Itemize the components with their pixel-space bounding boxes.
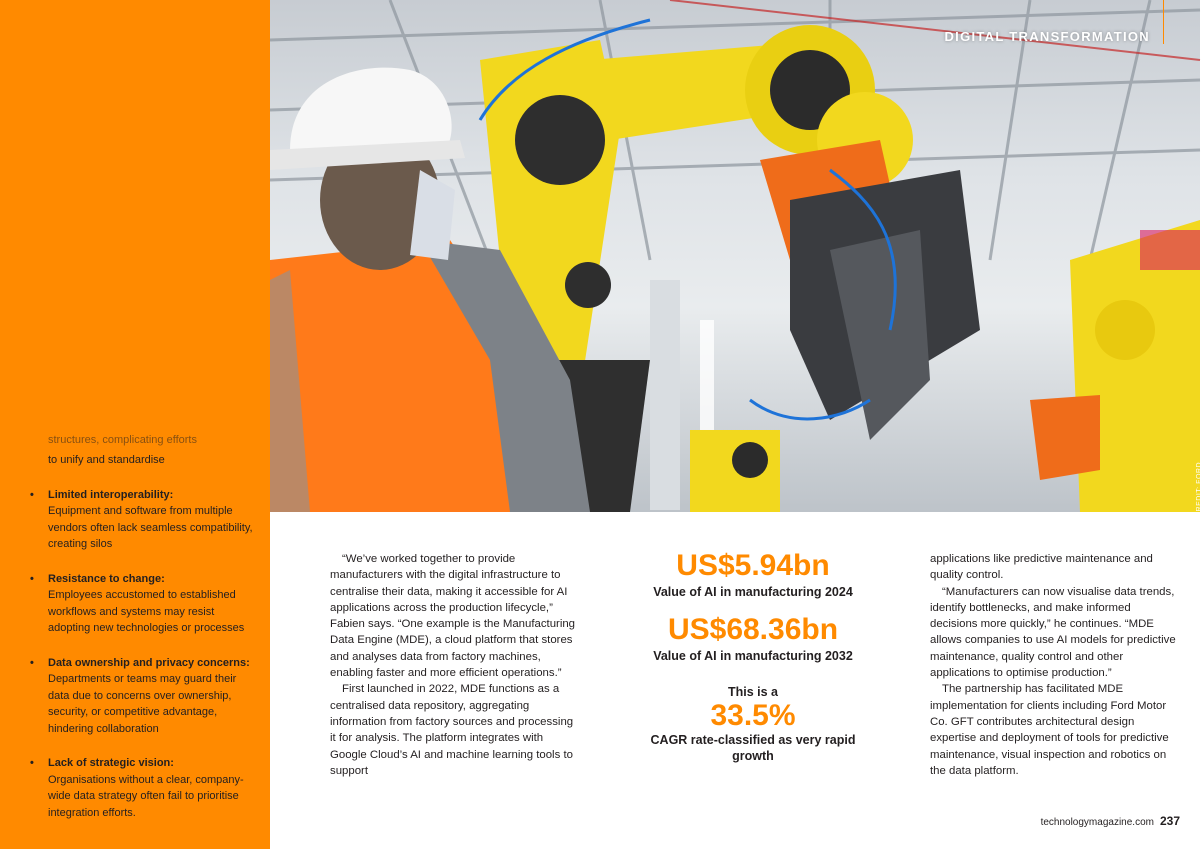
list-item-text: Departments or teams may guard their data due to concerns over ownership, security, or competitive advantage, hindering collaboration — [48, 673, 237, 735]
list-item — [30, 487, 255, 553]
factory-illustration — [270, 0, 1200, 512]
section-label: DIGITAL TRANSFORMATION — [944, 29, 1150, 44]
list-item-title: Lack of strategic vision: — [48, 757, 174, 769]
list-item-title: Limited interoperability: — [48, 488, 174, 501]
stat-caption: Value of AI in manufacturing 2024 — [653, 585, 853, 599]
stats-block — [640, 548, 866, 764]
sidebar-panel — [0, 0, 270, 849]
article-column-3 — [930, 551, 1180, 779]
page-number: 237 — [1159, 814, 1180, 828]
article-column-1 — [330, 551, 580, 779]
stat-caption: Value of AI in manufacturing 2032 — [653, 649, 853, 663]
stat-value: US$5.94bn — [676, 549, 830, 582]
sidebar-cut-line: structures, complicating efforts — [48, 434, 197, 446]
list-item-text: Organisations without a clear, company-wide data strategy often fail to prioritise integration efforts. — [48, 773, 244, 819]
bullet-icon: • — [30, 572, 34, 585]
paragraph: First launched in 2022, MDE functions as a centralised data repository, aggregating information from factory sources and processing it for analysis. The platform integrates with Google Cloud’s AI and machine learning tools to support — [330, 683, 574, 777]
stat-value: US$68.36bn — [667, 613, 839, 646]
stat-value: 33.5% — [710, 699, 796, 732]
bullet-icon: • — [30, 656, 34, 669]
list-item-text: Equipment and software from multiple vendors often lack seamless compatibility, creating silos — [48, 505, 253, 550]
list-item — [30, 571, 255, 637]
page-footer — [1041, 814, 1180, 828]
paragraph: “We’ve worked together to provide manufacturers with the digital infrastructure to centralise their data, making it accessible for AI applications across the production lifecycle,” Fabien says. “One example is the Manufacturing Data Engine (MDE), a cloud platform that stores and analyses data from factory machines, enabling faster and more efficient operations.” — [330, 553, 576, 680]
section-divider — [1163, 0, 1164, 44]
photo-credit: CREDIT: FORD — [1196, 462, 1203, 517]
factory-robot-photo — [270, 0, 1203, 517]
list-continuation: to unify and standardise — [48, 454, 165, 466]
list-item — [30, 755, 255, 821]
bullet-icon: • — [30, 488, 34, 501]
challenges-list — [30, 452, 255, 821]
paragraph: applications like predictive maintenance and quality control. — [930, 553, 1153, 582]
list-item-text: Employees accustomed to established workflows and systems may resist adopting new technologies or processes — [48, 589, 245, 634]
list-item — [30, 655, 255, 738]
stat-intro: This is a — [727, 685, 779, 699]
site-url: technologymagazine.com — [1040, 817, 1154, 828]
list-item-title: Data ownership and privacy concerns: — [48, 656, 250, 669]
list-item-title: Resistance to change: — [48, 572, 165, 585]
paragraph: The partnership has facilitated MDE implementation for clients including Ford Motor Co. GFT contributes architectural design expertise and deployment of tools for predictive maintenance, visual inspection and robotics on the data platform. — [930, 683, 1169, 777]
bullet-icon: • — [30, 757, 34, 769]
paragraph: “Manufacturers can now visualise data trends, identify bottlenecks, and make informed decisions more quickly,” he continues. “MDE allows companies to use AI models for predictive maintenance, quality control and other applications to optimise production.” — [930, 585, 1176, 680]
stat-caption: CAGR rate-classified as very rapid growth — [650, 733, 856, 763]
